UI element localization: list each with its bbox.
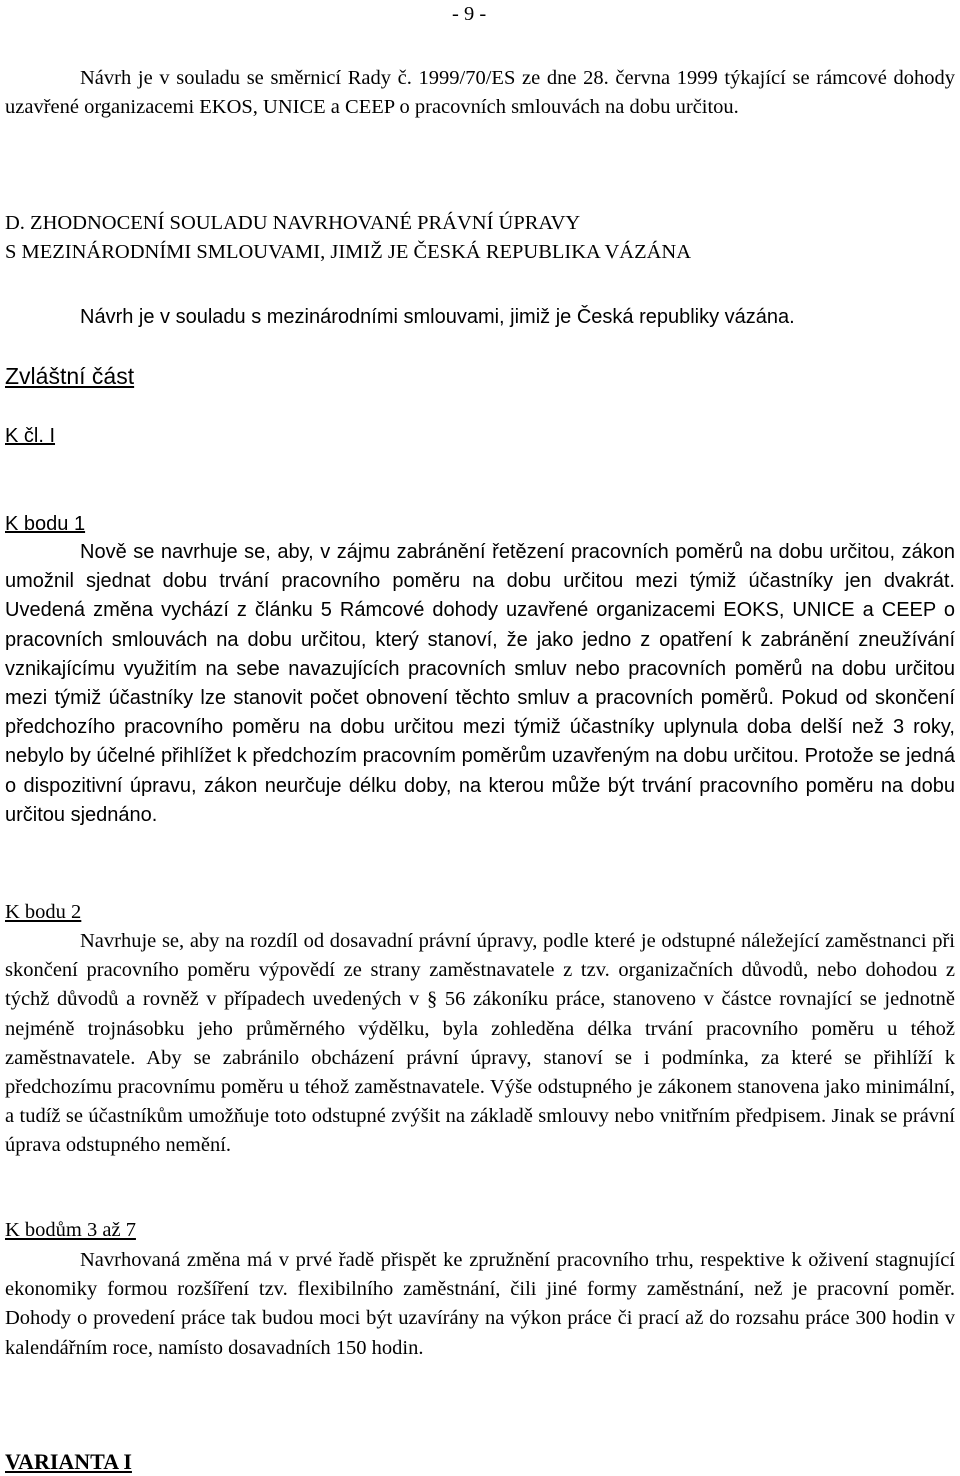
bod2-heading: K bodu 2 bbox=[5, 901, 82, 923]
bod2-text: Navrhuje se, aby na rozdíl od dosavadní právní úpravy, podle které je odstupné náležející zaměstnanci při skončení pracovního poměru výpovědí ze strany zaměstnavatele z tzv. organizačních důvodů, nebo dohodou z týchž důvodů a rovněž v případech uvedených v § 56 zákoníku práce, stanoveno v částce rovnající se jednotně nejméně trojnásobku jeho průměrného výdělku, byla zohleděna délka trvání pracovního poměru u téhož zaměstnavatele. Aby se zabránilo obcházení právní úpravy, stanoví se i podmínka, za které se přihlíží k předchozímu pracovnímu poměru u téhož zaměstnavatele. Výše odstupného je zákonem stanovena jako minimální, a tudíž se účastníkům umožňuje toto odstupné zvýšit na základě smlouvy nebo vnitřním předpisem. Jinak se právní úprava odstupného nemění. bbox=[5, 930, 955, 1157]
variant-heading: VARIANTA I bbox=[5, 1449, 132, 1474]
intro-paragraph: Návrh je v souladu se směrnicí Rady č. 1999/70/ES ze dne 28. června 1999 týkající se rámcové dohody uzavřené organizacemi EKOS, UNICE a CEEP o pracovních smlouvách na dobu určitou. bbox=[5, 67, 955, 118]
bod3-7-heading: K bodům 3 až 7 bbox=[5, 1219, 136, 1241]
page-number: - 9 - bbox=[452, 3, 487, 25]
article-heading: K čl. I bbox=[5, 425, 56, 447]
bod3-7-text: Navrhovaná změna má v prvé řadě přispět ke zpružnění pracovního trhu, respektive k oživení stagnující ekonomiky formou rozšíření tzv. flexibilního zaměstnání, čili jiné formy zaměstnání, než je pracovní poměr. Dohody o provedení práce tak budou moci být uzavírány na výkon práce či prací až do rozsahu práce 300 hodin v kalendářním roce, namísto dosavadních 150 hodin. bbox=[5, 1249, 955, 1359]
section-d-title bbox=[5, 209, 955, 267]
section-d-title-line1: D. ZHODNOCENÍ SOULADU NAVRHOVANÉ PRÁVNÍ ÚPRAVY bbox=[5, 212, 581, 234]
bod1-heading: K bodu 1 bbox=[5, 513, 86, 535]
section-d-title-line2: S MEZINÁRODNÍMI SMLOUVAMI, JIMIŽ JE ČESKÁ REPUBLIKA VÁZÁNA bbox=[5, 241, 692, 263]
bod1-text: Nově se navrhuje se, aby, v zájmu zabránění řetězení pracovních poměrů na dobu určitou, zákon umožnil sjednat dobu trvání pracovního poměru na dobu určitou mezi týmiž účastníky jen dvakrát. Uvedená změna vychází z článku 5 Rámcové dohody uzavřené organizacemi EOKS, UNICE a CEEP o pracovních smlouvách na dobu určitou, který stanoví, že jako jedno z opatření k zabránění zneužívání vznikajícímu využitím na sebe navazujících pracovních smluv nebo pracovních poměrů na dobu určitou mezi týmiž účastníky lze stanovit počet obnovení těchto smluv a pracovních poměrů. Pokud od skončení předchozího pracovního poměru na dobu určitou mezi týmiž účastníky uplynula doba delší než 3 roky, nebylo by účelné přihlížet k předchozím pracovním poměrům uzavřeným na dobu určitou. Protože se jedná o dispozitivní úpravu, zákon neurčuje délku doby, na kterou může být trvání pracovního poměru na dobu určitou sjednáno. bbox=[5, 541, 955, 826]
section-d-text: Návrh je v souladu s mezinárodními smlouvami, jimiž je Česká republiky vázána. bbox=[80, 306, 795, 328]
special-part-title: Zvláštní část bbox=[5, 363, 135, 389]
